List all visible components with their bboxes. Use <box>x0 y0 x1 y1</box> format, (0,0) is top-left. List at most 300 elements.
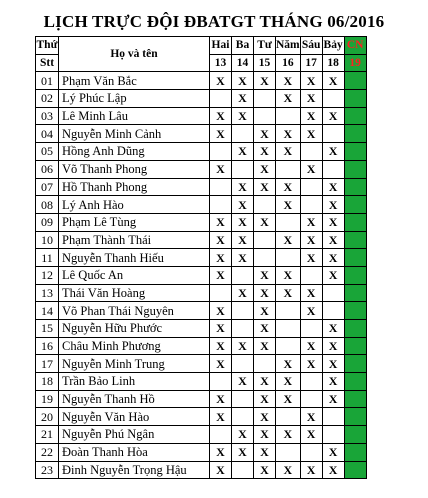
header-weekday: Bảy <box>322 37 344 55</box>
duty-cell <box>322 390 344 408</box>
duty-cell <box>276 302 301 320</box>
duty-mark: X <box>283 268 293 283</box>
duty-cell <box>322 160 344 178</box>
duty-cell-sunday <box>344 196 366 214</box>
duty-mark: X <box>328 250 338 265</box>
duty-cell-sunday <box>344 390 366 408</box>
duty-cell <box>300 443 322 461</box>
row-stt: 06 <box>36 160 59 178</box>
duty-mark: X <box>216 232 225 247</box>
duty-cell <box>210 90 232 108</box>
duty-mark: X <box>238 144 247 159</box>
duty-mark: X <box>306 73 316 88</box>
duty-cell <box>300 249 322 267</box>
row-stt: 10 <box>36 231 59 249</box>
duty-mark: X <box>306 109 316 124</box>
duty-cell <box>210 337 232 355</box>
duty-mark: X <box>328 197 338 212</box>
duty-mark: X <box>306 427 316 442</box>
duty-cell-sunday <box>344 160 366 178</box>
duty-cell <box>232 213 254 231</box>
duty-cell <box>300 107 322 125</box>
duty-cell <box>254 160 276 178</box>
duty-mark: X <box>216 356 225 371</box>
duty-cell <box>232 266 254 284</box>
duty-mark: X <box>260 409 269 424</box>
header-date: 18 <box>322 54 344 72</box>
table-row <box>36 302 367 320</box>
duty-cell <box>300 337 322 355</box>
duty-cell <box>232 107 254 125</box>
duty-cell <box>322 90 344 108</box>
duty-mark: X <box>260 179 269 194</box>
duty-cell <box>300 160 322 178</box>
duty-cell-sunday <box>344 426 366 444</box>
duty-cell <box>300 231 322 249</box>
duty-cell <box>300 125 322 143</box>
duty-cell <box>276 408 301 426</box>
duty-mark: X <box>260 427 269 442</box>
duty-mark: X <box>260 374 269 389</box>
duty-cell <box>254 355 276 373</box>
duty-mark: X <box>306 339 316 354</box>
row-name: Phạm Thành Thái <box>59 231 210 249</box>
table-row <box>36 72 367 90</box>
row-name: Hồ Thanh Phong <box>59 178 210 196</box>
duty-cell <box>300 320 322 338</box>
duty-cell <box>276 426 301 444</box>
duty-mark: X <box>306 232 316 247</box>
duty-mark: X <box>238 339 247 354</box>
row-stt: 17 <box>36 355 59 373</box>
duty-cell-sunday <box>344 443 366 461</box>
table-row <box>36 355 367 373</box>
duty-cell <box>254 461 276 479</box>
duty-mark: X <box>260 285 269 300</box>
duty-mark: X <box>238 232 247 247</box>
header-stt-top: Thứ <box>36 37 59 55</box>
duty-cell <box>300 426 322 444</box>
duty-cell <box>300 266 322 284</box>
duty-cell <box>232 408 254 426</box>
duty-cell-sunday <box>344 266 366 284</box>
duty-cell <box>300 355 322 373</box>
duty-mark: X <box>283 462 293 477</box>
duty-cell <box>254 90 276 108</box>
duty-mark: X <box>283 144 293 159</box>
duty-cell <box>232 143 254 161</box>
page-title: LỊCH TRỰC ĐỘI ĐBATGT THÁNG 06/2016 <box>43 12 385 31</box>
duty-cell <box>254 125 276 143</box>
row-name: Nguyễn Văn Hào <box>59 408 210 426</box>
duty-cell <box>210 213 232 231</box>
duty-cell <box>254 249 276 267</box>
row-name: Đinh Nguyễn Trọng Hậu <box>59 461 210 479</box>
header-weekday-sunday: CN <box>344 37 366 55</box>
duty-cell <box>276 143 301 161</box>
duty-cell <box>210 196 232 214</box>
row-stt: 18 <box>36 373 59 391</box>
duty-cell <box>254 143 276 161</box>
row-stt: 14 <box>36 302 59 320</box>
duty-cell <box>276 461 301 479</box>
row-stt: 13 <box>36 284 59 302</box>
duty-cell <box>276 443 301 461</box>
row-name: Lê Minh Lâu <box>59 107 210 125</box>
duty-cell <box>232 72 254 90</box>
row-stt: 05 <box>36 143 59 161</box>
duty-mark: X <box>328 232 338 247</box>
table-row <box>36 196 367 214</box>
duty-cell <box>276 337 301 355</box>
duty-mark: X <box>260 462 269 477</box>
duty-mark: X <box>260 126 269 141</box>
duty-cell <box>254 284 276 302</box>
duty-cell <box>322 373 344 391</box>
duty-cell <box>254 231 276 249</box>
row-name: Nguyễn Thanh Hiếu <box>59 249 210 267</box>
duty-mark: X <box>283 356 293 371</box>
table-row <box>36 178 367 196</box>
duty-cell <box>300 213 322 231</box>
duty-mark: X <box>260 321 269 336</box>
duty-cell <box>232 178 254 196</box>
duty-cell <box>322 178 344 196</box>
table-row <box>36 213 367 231</box>
duty-mark: X <box>216 409 225 424</box>
table-row <box>36 284 367 302</box>
duty-cell <box>210 320 232 338</box>
row-stt: 11 <box>36 249 59 267</box>
duty-cell-sunday <box>344 461 366 479</box>
duty-mark: X <box>216 109 225 124</box>
duty-mark: X <box>306 462 316 477</box>
duty-mark: X <box>328 356 338 371</box>
header-weekday: Sáu <box>300 37 322 55</box>
row-name: Phạm Văn Bắc <box>59 72 210 90</box>
duty-cell <box>232 443 254 461</box>
duty-mark: X <box>238 427 247 442</box>
duty-cell <box>210 408 232 426</box>
duty-cell-sunday <box>344 355 366 373</box>
row-stt: 20 <box>36 408 59 426</box>
header-date: 14 <box>232 54 254 72</box>
duty-mark: X <box>216 339 225 354</box>
duty-cell <box>322 196 344 214</box>
duty-cell-sunday <box>344 231 366 249</box>
table-row <box>36 160 367 178</box>
duty-cell-sunday <box>344 72 366 90</box>
duty-cell <box>322 337 344 355</box>
table-row <box>36 461 367 479</box>
duty-cell <box>232 320 254 338</box>
duty-mark: X <box>260 339 269 354</box>
row-name: Lý Anh Hào <box>59 196 210 214</box>
duty-cell-sunday <box>344 125 366 143</box>
duty-mark: X <box>283 427 293 442</box>
duty-mark: X <box>216 445 225 460</box>
header-name: Họ và tên <box>59 37 210 72</box>
duty-mark: X <box>306 356 316 371</box>
duty-cell <box>300 284 322 302</box>
duty-cell <box>322 355 344 373</box>
table-row <box>36 337 367 355</box>
table-row <box>36 90 367 108</box>
row-name: Châu Minh Phương <box>59 337 210 355</box>
row-stt: 08 <box>36 196 59 214</box>
duty-cell <box>232 302 254 320</box>
duty-cell <box>210 231 232 249</box>
duty-cell <box>300 461 322 479</box>
duty-cell <box>210 160 232 178</box>
duty-cell-sunday <box>344 213 366 231</box>
duty-mark: X <box>238 197 247 212</box>
duty-cell-sunday <box>344 284 366 302</box>
row-stt: 02 <box>36 90 59 108</box>
duty-mark: X <box>238 179 247 194</box>
row-name: Nguyễn Minh Trung <box>59 355 210 373</box>
duty-cell <box>232 373 254 391</box>
duty-cell <box>232 337 254 355</box>
duty-cell <box>322 125 344 143</box>
duty-mark: X <box>328 339 338 354</box>
duty-cell <box>276 178 301 196</box>
duty-mark: X <box>306 285 316 300</box>
duty-cell <box>232 426 254 444</box>
table-row <box>36 125 367 143</box>
table-row <box>36 408 367 426</box>
row-stt: 15 <box>36 320 59 338</box>
duty-mark: X <box>283 232 293 247</box>
duty-cell <box>210 249 232 267</box>
header-weekday: Ba <box>232 37 254 55</box>
row-name: Võ Phan Thái Nguyên <box>59 302 210 320</box>
duty-cell-sunday <box>344 107 366 125</box>
table-row <box>36 231 367 249</box>
duty-cell <box>210 461 232 479</box>
duty-mark: X <box>238 91 247 106</box>
duty-cell <box>276 249 301 267</box>
table-row <box>36 107 367 125</box>
duty-cell <box>254 72 276 90</box>
duty-cell-sunday <box>344 302 366 320</box>
duty-cell <box>210 302 232 320</box>
row-stt: 21 <box>36 426 59 444</box>
duty-mark: X <box>283 374 293 389</box>
duty-cell <box>300 373 322 391</box>
duty-mark: X <box>260 392 269 407</box>
duty-mark: X <box>283 285 293 300</box>
table-row <box>36 143 367 161</box>
duty-mark: X <box>238 109 247 124</box>
duty-cell <box>232 125 254 143</box>
duty-mark: X <box>283 392 293 407</box>
duty-cell <box>322 320 344 338</box>
duty-cell <box>322 302 344 320</box>
duty-cell <box>232 390 254 408</box>
duty-mark: X <box>260 215 269 230</box>
duty-cell <box>322 72 344 90</box>
duty-cell-sunday <box>344 320 366 338</box>
duty-cell <box>322 266 344 284</box>
row-name: Nguyễn Phú Ngân <box>59 426 210 444</box>
duty-cell <box>322 426 344 444</box>
duty-cell <box>276 284 301 302</box>
duty-cell <box>210 355 232 373</box>
table-row <box>36 443 367 461</box>
duty-mark: X <box>328 374 338 389</box>
duty-cell <box>322 213 344 231</box>
duty-mark: X <box>216 392 225 407</box>
duty-mark: X <box>238 445 247 460</box>
duty-mark: X <box>260 162 269 177</box>
row-name: Nguyễn Hữu Phước <box>59 320 210 338</box>
row-stt: 07 <box>36 178 59 196</box>
table-row <box>36 426 367 444</box>
duty-mark: X <box>306 126 316 141</box>
row-stt: 04 <box>36 125 59 143</box>
header-date: 15 <box>254 54 276 72</box>
duty-mark: X <box>328 268 338 283</box>
duty-mark: X <box>238 285 247 300</box>
duty-cell <box>322 408 344 426</box>
duty-mark: X <box>328 321 338 336</box>
duty-mark: X <box>260 268 269 283</box>
duty-cell <box>254 443 276 461</box>
duty-cell <box>254 178 276 196</box>
duty-cell <box>276 266 301 284</box>
duty-cell <box>254 196 276 214</box>
duty-mark: X <box>328 144 338 159</box>
table-row <box>36 320 367 338</box>
row-stt: 16 <box>36 337 59 355</box>
duty-cell <box>322 143 344 161</box>
duty-cell <box>210 72 232 90</box>
duty-cell <box>210 373 232 391</box>
roster-body <box>36 72 367 479</box>
duty-cell <box>254 337 276 355</box>
row-name: Thái Văn Hoàng <box>59 284 210 302</box>
duty-mark: X <box>328 109 338 124</box>
duty-mark: X <box>238 250 247 265</box>
header-row-weekdays <box>36 37 367 55</box>
duty-mark: X <box>328 445 338 460</box>
duty-cell-sunday <box>344 408 366 426</box>
duty-cell <box>276 196 301 214</box>
row-name: Võ Thanh Phong <box>59 160 210 178</box>
duty-cell <box>254 266 276 284</box>
duty-cell <box>276 320 301 338</box>
duty-cell <box>322 107 344 125</box>
duty-mark: X <box>216 250 225 265</box>
duty-cell <box>276 125 301 143</box>
duty-mark: X <box>306 409 316 424</box>
duty-cell <box>322 284 344 302</box>
duty-cell <box>322 231 344 249</box>
row-stt: 12 <box>36 266 59 284</box>
duty-mark: X <box>216 73 225 88</box>
duty-cell-sunday <box>344 90 366 108</box>
duty-cell <box>210 390 232 408</box>
duty-cell <box>276 72 301 90</box>
duty-cell <box>300 196 322 214</box>
duty-cell <box>276 213 301 231</box>
row-stt: 22 <box>36 443 59 461</box>
row-stt: 09 <box>36 213 59 231</box>
row-name: Nguyễn Minh Cảnh <box>59 125 210 143</box>
duty-mark: X <box>260 73 269 88</box>
header-weekday: Hai <box>210 37 232 55</box>
duty-cell-sunday <box>344 143 366 161</box>
duty-cell <box>322 443 344 461</box>
duty-cell <box>254 426 276 444</box>
duty-roster-table <box>35 36 367 479</box>
duty-mark: X <box>238 215 247 230</box>
duty-cell <box>210 125 232 143</box>
header-date: 17 <box>300 54 322 72</box>
duty-mark: X <box>283 126 293 141</box>
duty-cell <box>300 143 322 161</box>
row-name: Lê Quốc An <box>59 266 210 284</box>
duty-cell <box>276 160 301 178</box>
duty-mark: X <box>283 91 293 106</box>
duty-cell <box>232 249 254 267</box>
duty-cell <box>276 231 301 249</box>
duty-mark: X <box>283 197 293 212</box>
duty-mark: X <box>306 215 316 230</box>
duty-cell <box>300 302 322 320</box>
row-stt: 03 <box>36 107 59 125</box>
duty-mark: X <box>216 215 225 230</box>
duty-mark: X <box>216 462 225 477</box>
duty-mark: X <box>260 445 269 460</box>
row-name: Nguyễn Thanh Hồ <box>59 390 210 408</box>
duty-cell <box>210 143 232 161</box>
duty-cell <box>210 178 232 196</box>
row-name: Phạm Lê Tùng <box>59 213 210 231</box>
duty-cell <box>232 355 254 373</box>
duty-cell <box>210 284 232 302</box>
duty-mark: X <box>216 303 225 318</box>
duty-cell <box>322 249 344 267</box>
duty-mark: X <box>283 73 293 88</box>
duty-mark: X <box>260 303 269 318</box>
duty-cell <box>300 178 322 196</box>
duty-mark: X <box>216 321 225 336</box>
table-row <box>36 266 367 284</box>
duty-cell <box>300 408 322 426</box>
duty-mark: X <box>328 179 338 194</box>
row-name: Lý Phúc Lập <box>59 90 210 108</box>
duty-cell <box>276 107 301 125</box>
duty-cell <box>232 284 254 302</box>
row-stt: 19 <box>36 390 59 408</box>
duty-mark: X <box>260 144 269 159</box>
duty-cell <box>254 213 276 231</box>
duty-cell <box>300 90 322 108</box>
duty-cell <box>232 160 254 178</box>
duty-cell-sunday <box>344 373 366 391</box>
header-weekday: Năm <box>276 37 301 55</box>
duty-cell <box>232 461 254 479</box>
duty-cell <box>276 390 301 408</box>
duty-cell <box>276 90 301 108</box>
table-row <box>36 249 367 267</box>
duty-cell <box>300 72 322 90</box>
duty-mark: X <box>328 392 338 407</box>
duty-cell <box>254 390 276 408</box>
row-stt: 01 <box>36 72 59 90</box>
